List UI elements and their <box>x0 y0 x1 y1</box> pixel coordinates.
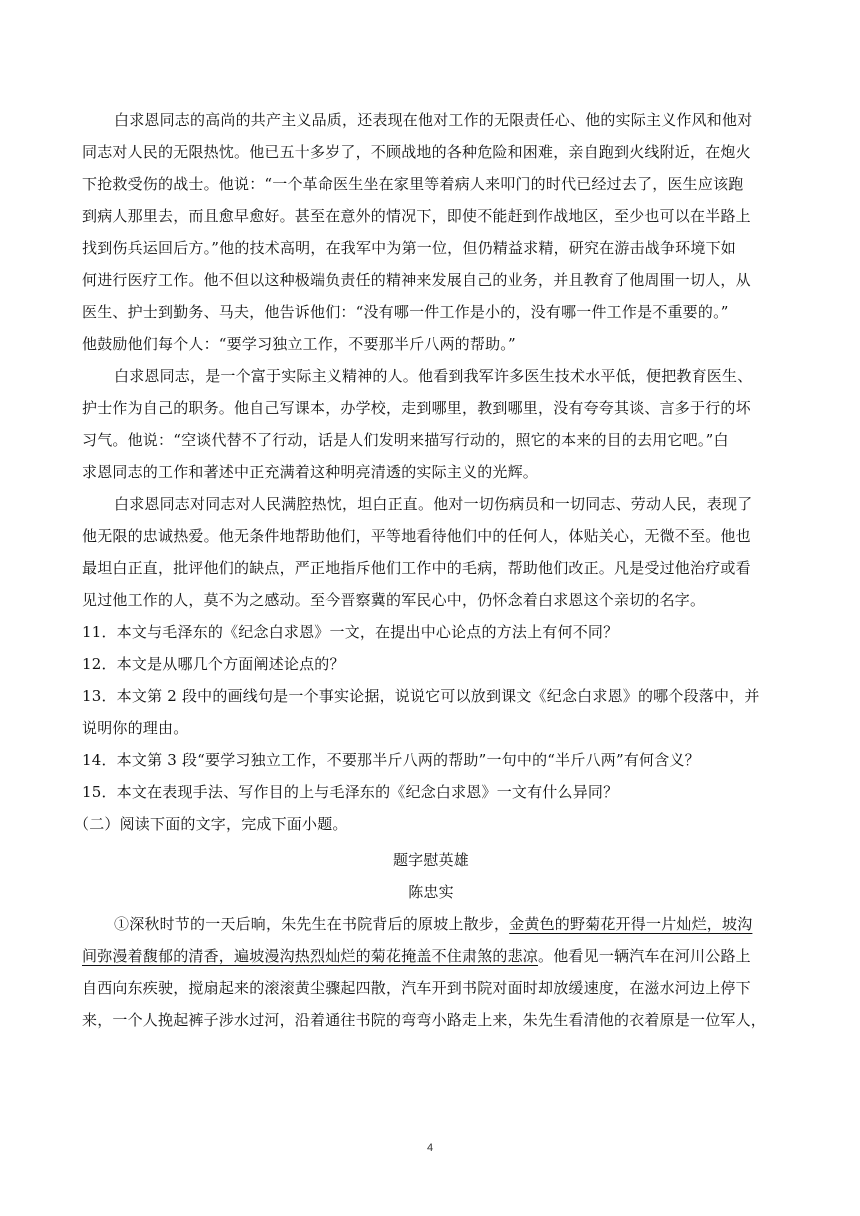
section-heading: （二）阅读下面的文字，完成下面小题。 <box>74 815 348 833</box>
text-line: 习气。他说：“空谈代替不了行动，话是人们发明来描写行动的，照它的本来的目的去用它吧。”白 <box>82 431 729 449</box>
question-13: 13．本文第 2 段中的画线句是一个事实论据，说说它可以放到课文《纪念白求恩》的哪个段落中，并 <box>82 687 760 705</box>
story-text: 。他看见一辆汽车在河川公路上 <box>538 947 751 965</box>
text-line: 找到伤兵运回后方。”他的技术高明，在我军中为第一位，但仍精益求精，研究在游击战争环境下如 <box>82 239 736 257</box>
text-line: 白求恩同志的高尚的共产主义品质，还表现在他对工作的无限责任心、他的实际主义作风和他对 <box>114 111 753 129</box>
page-content <box>74 104 780 1036</box>
question-13-continued: 说明你的理由。 <box>82 719 189 737</box>
paragraph-practical-spirit <box>82 360 780 488</box>
text-line: 求恩同志的工作和著述中正充满着这种明亮清透的实际主义的光辉。 <box>82 463 539 481</box>
question-15: 15．本文在表现手法、写作目的上与毛泽东的《纪念白求恩》一文有什么异同？ <box>82 783 619 801</box>
page-number: 4 <box>426 1142 434 1154</box>
story-author: 陈忠实 <box>408 883 454 901</box>
paragraph-enthusiasm <box>82 488 780 616</box>
text-line: 何进行医疗工作。他不但以这种极端负责任的精神来发展自己的业务，并且教育了他周围一切人，从 <box>82 271 751 289</box>
question-14: 14．本文第 3 段“要学习独立工作，不要那半斤八两的帮助”一句中的“半斤八两”有何含义？ <box>82 751 700 769</box>
text-line: 他无限的忠诚热爱。他无条件地帮助他们，平等地看待他们中的任何人，体贴关心，无微不至。他也 <box>82 527 751 545</box>
text-line: 护士作为自己的职务。他自己写课本，办学校，走到哪里，教到哪里，没有夸夸其谈、言多于行的坏 <box>82 399 751 417</box>
text-line: 自西向东疾驶，搅扇起来的滚滚黄尘骤起四散，汽车开到书院对面时却放缓速度，在滋水河边上停下 <box>82 979 751 997</box>
story-text: ①深秋时节的一天后晌，朱先生在书院背后的原坡上散步， <box>114 915 510 933</box>
text-line: 最坦白正直，批评他们的缺点，严正地指斥他们工作中的毛病，帮助他们改正。凡是受过他治疗或看 <box>82 559 751 577</box>
question-11: 11．本文与毛泽东的《纪念白求恩》一文，在提出中心论点的方法上有何不同？ <box>82 623 619 641</box>
text-line <box>82 940 780 972</box>
text-line: 医生、护士到勤务、马夫，他告诉他们：“没有哪一件工作是小的，没有哪一件工作是不重要的。” <box>82 303 729 321</box>
text-line: 下抢救受伤的战士。他说：“一个革命医生坐在家里等着病人来叩门的时代已经过去了，医生应该跑 <box>82 175 744 193</box>
underlined-sentence: 金黄色的野菊花开得一片灿烂，坡沟 <box>509 915 753 933</box>
text-line: 他鼓励他们每个人：“要学习独立工作，不要那半斤八两的帮助。” <box>82 335 516 353</box>
story-title: 题字慰英雄 <box>392 851 469 869</box>
question-12: 12．本文是从哪几个方面阐述论点的？ <box>82 655 345 673</box>
underlined-sentence: 间弥漫着馥郁的清香，遍坡漫沟热烈灿烂的菊花掩盖不住肃煞的悲凉 <box>82 947 539 965</box>
text-line: 来，一个人挽起裤子涉水过河，沿着通往书院的弯弯小路走上来，朱先生看清他的衣着原是一位军人， <box>82 1011 767 1029</box>
story-paragraph-1 <box>82 908 780 1036</box>
text-line: 白求恩同志对同志对人民满腔热忱，坦白正直。他对一切伤病员和一切同志、劳动人民，表现了 <box>114 495 753 513</box>
text-line <box>82 908 780 940</box>
text-line: 白求恩同志，是一个富于实际主义精神的人。他看到我军许多医生技术水平低，便把教育医生、 <box>114 367 753 385</box>
question-list <box>82 616 780 808</box>
paragraph-communist-quality <box>82 104 780 360</box>
text-line: 同志对人民的无限热忱。他已五十多岁了，不顾战地的各种危险和困难，亲自跑到火线附近，在炮火 <box>82 143 751 161</box>
text-line: 到病人那里去，而且愈早愈好。甚至在意外的情况下，即使不能赶到作战地区，至少也可以在半路上 <box>82 207 751 225</box>
text-line: 见过他工作的人，莫不为之感动。至今晋察冀的军民心中，仍怀念着白求恩这个亲切的名字。 <box>82 591 706 609</box>
